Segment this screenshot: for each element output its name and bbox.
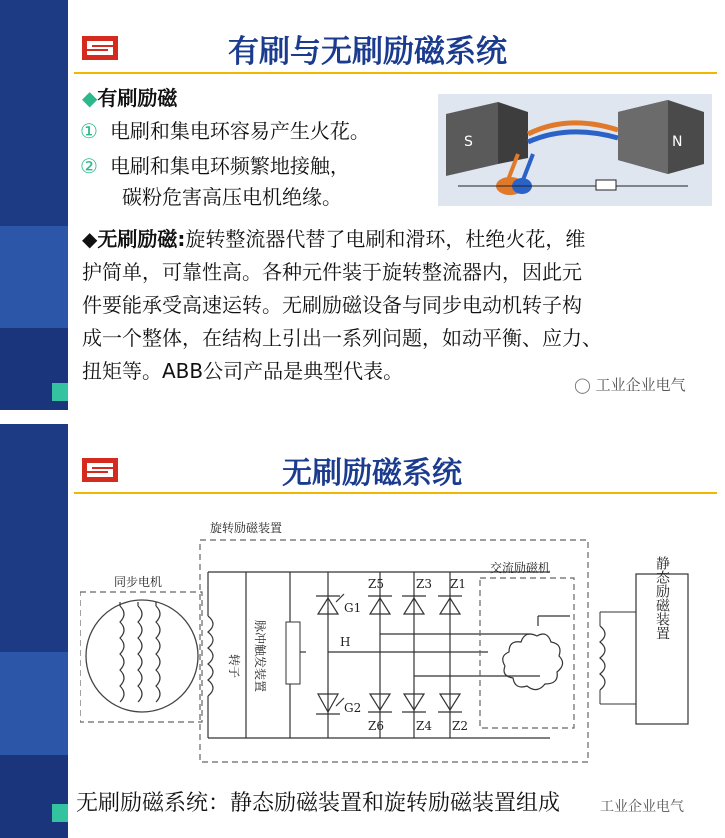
item-text: 电刷和集电环频繁地接触，	[109, 154, 350, 178]
rotor-coil	[208, 616, 213, 696]
slide-divider	[0, 410, 725, 424]
sync-motor-label: 同步电机	[114, 575, 163, 589]
diagram-caption: 无刷励磁系统：静态励磁装置和旋转励磁装置组成	[76, 791, 561, 816]
z2-label: Z2	[452, 719, 468, 733]
list-item	[80, 152, 350, 181]
ac-exciter-label: 交流励磁机	[490, 561, 551, 575]
magnet-n-label: N	[672, 134, 683, 150]
item-text-continued: 碳粉危害高压电机绝缘。	[122, 185, 342, 209]
brushless-paragraph-line: 扭矩等。ABB公司产品是典型代表。	[82, 359, 404, 383]
brushless-paragraph-line: 护简单，可靠性高。各种元件装于旋转整流器内，因此元	[82, 260, 582, 284]
watermark	[574, 374, 686, 395]
brushless-paragraph-line: 成一个整体，在结构上引出一系列问题，如动平衡、应力、	[82, 326, 602, 350]
z4-label: Z4	[416, 719, 432, 733]
slide-brushless-system	[0, 424, 725, 838]
company-logo-icon	[82, 36, 118, 60]
brushless-paragraph-line	[82, 225, 585, 254]
brush-motor-photo	[438, 94, 712, 206]
company-logo-icon	[82, 458, 118, 482]
pulse-trigger-box	[286, 622, 300, 684]
title-underline	[74, 492, 717, 494]
ac-exciter-winding	[503, 616, 570, 690]
pulse-trigger-label: 脉冲触发装置	[253, 620, 267, 693]
sidebar-accent-tab	[52, 804, 68, 822]
slide-title: 有刷与无刷励磁系统	[228, 34, 507, 70]
thyristor-g1	[316, 594, 344, 614]
z3-label: Z3	[416, 577, 432, 591]
title-underline	[74, 72, 717, 74]
item-number: ①	[80, 119, 98, 143]
slide-sidebar	[0, 0, 68, 410]
watermark-text: 工业企业电气	[595, 376, 686, 394]
brush-heading: ◆有刷励磁	[82, 86, 178, 110]
brushless-excitation-diagram	[80, 516, 710, 766]
h-label: H	[340, 635, 351, 649]
brushless-bullet: ◆	[82, 227, 98, 251]
thyristor-g2	[316, 694, 344, 714]
z6-label: Z6	[368, 719, 384, 733]
slide-brush-vs-brushless	[0, 0, 725, 410]
item-number: ②	[80, 154, 98, 178]
brushless-label: 无刷励磁:	[97, 227, 186, 251]
magnet-s-label: S	[464, 134, 473, 150]
stator-coil	[600, 626, 605, 690]
g1-label: G1	[344, 601, 362, 615]
diode-row-top	[368, 596, 462, 614]
motor-windings	[120, 602, 160, 702]
g2-label: G2	[344, 701, 362, 715]
slide-sidebar	[0, 424, 68, 838]
paragraph-text: 旋转整流器代替了电刷和滑环，杜绝火花，维	[185, 227, 586, 251]
rotor-label: 转子	[227, 654, 241, 679]
z5-label: Z5	[368, 577, 384, 591]
item-text: 电刷和集电环容易产生火花。	[109, 119, 370, 143]
diode-row-bottom	[368, 694, 462, 712]
slide-title: 无刷励磁系统	[282, 456, 462, 491]
watermark-text: 工业企业电气	[600, 799, 684, 815]
brush-heading-text: 有刷励磁	[97, 86, 178, 110]
watermark	[600, 796, 684, 816]
wechat-icon: ◯	[574, 376, 591, 394]
list-item	[80, 117, 370, 146]
z1-label: Z1	[450, 577, 466, 591]
sidebar-accent-tab	[52, 383, 68, 401]
brushless-paragraph-line: 件要能承受高速运转。无刷励磁设备与同步电动机转子构	[82, 293, 582, 317]
rotating-device-label: 旋转励磁装置	[210, 521, 283, 535]
static-exciter-label: 静态励磁装置	[654, 556, 670, 640]
